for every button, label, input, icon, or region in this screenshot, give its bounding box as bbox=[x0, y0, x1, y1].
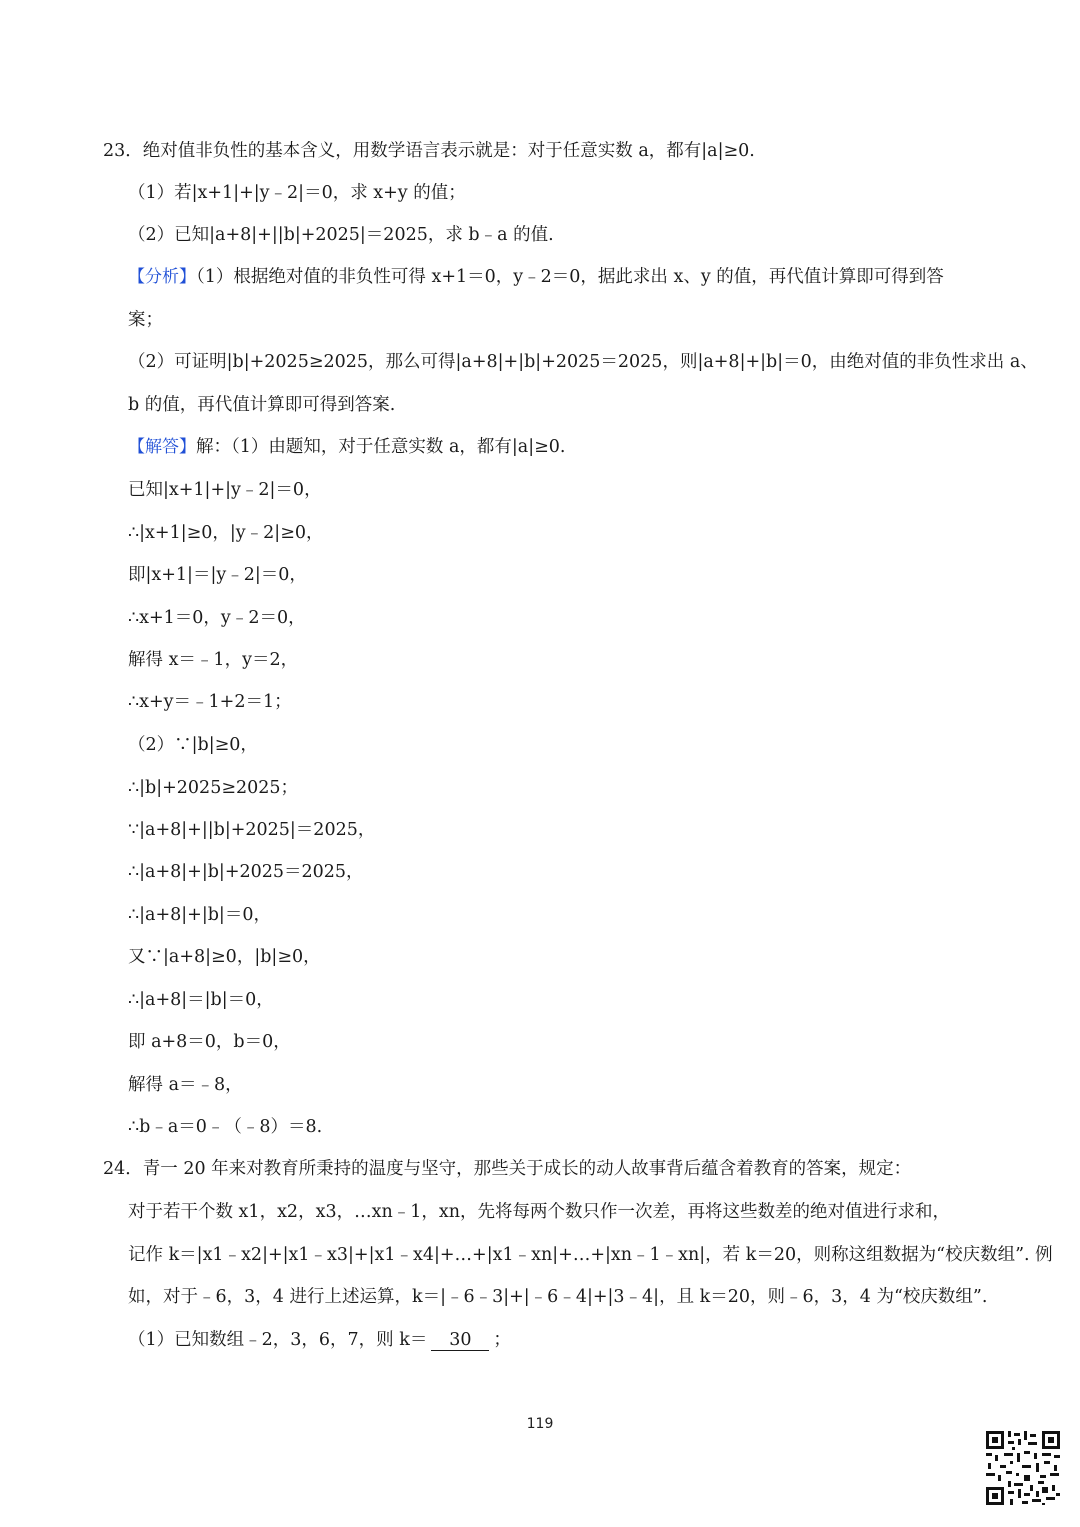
analysis-text-2b: b 的值，再代值计算即可得到答案. bbox=[128, 395, 396, 415]
problem-23-stem: 23．绝对值非负性的基本含义，用数学语言表示就是：对于任意实数 a，都有|a|≥0. bbox=[103, 141, 755, 161]
solution-step: ∴x+y＝﹣1+2＝1； bbox=[128, 692, 292, 712]
analysis-text-1b: 案； bbox=[128, 310, 163, 330]
solution-step: 已知|x+1|+|y﹣2|＝0， bbox=[128, 480, 322, 500]
analysis-paragraph-1 bbox=[128, 265, 944, 289]
answer-tag: 【解答】 bbox=[128, 437, 196, 457]
problem-24-line2: 对于若干个数 x1，x2，x3，…xn﹣1，xn，先将每两个数只作一次差，再将这些数差的绝对值进行求和， bbox=[128, 1202, 950, 1222]
solution-step: 即|x+1|＝|y﹣2|＝0， bbox=[128, 565, 307, 585]
solution-step: ∴|x+1|≥0，|y﹣2|≥0， bbox=[128, 523, 324, 543]
solution-step: （2）∵|b|≥0， bbox=[128, 735, 258, 755]
solution-step: 又∵|a+8|≥0，|b|≥0， bbox=[128, 947, 321, 967]
analysis-text-2: （2）可证明|b|+2025≥2025，那么可得|a+8|+|b|+2025＝2025，则|a+8|+|b|＝0，由绝对值的非负性求出 a、 bbox=[128, 352, 1038, 372]
solution-step: ∴|b|+2025≥2025； bbox=[128, 778, 299, 798]
solution-step: ∵|a+8|+||b|+2025|＝2025， bbox=[128, 820, 376, 840]
problem-24-part1 bbox=[128, 1328, 511, 1352]
solution-step: ∴|a+8|+|b|＝0， bbox=[128, 905, 271, 925]
problem-24-stem: 24．青一 20 年来对教育所秉持的温度与坚守，那些关于成长的动人故事背后蕴含着教育的答案，规定： bbox=[103, 1159, 912, 1179]
solution-step: 解得 x＝﹣1，y＝2， bbox=[128, 650, 299, 670]
problem-24-line4: 如，对于﹣6，3，4 进行上述运算，k＝|﹣6﹣3|+|﹣6﹣4|+|3﹣4|，且 k＝20，则﹣6，3，4 为“校庆数组”. bbox=[128, 1287, 988, 1307]
solution-step: 即 a+8＝0，b＝0， bbox=[128, 1032, 291, 1052]
problem-24-line3: 记作 k＝|x1﹣x2|+|x1﹣x3|+|x1﹣x4|+…+|x1﹣xn|+…+|xn﹣1﹣xn|，若 k＝20，则称这组数据为“校庆数组”. 例 bbox=[128, 1245, 1053, 1265]
qr-code-icon bbox=[984, 1429, 1062, 1507]
answer-paragraph bbox=[128, 435, 565, 459]
analysis-text-1: （1）根据绝对值的非负性可得 x+1＝0，y﹣2＝0，据此求出 x、y 的值，再代值计算即可得到答 bbox=[196, 267, 944, 287]
part1-answer-blank: 30 bbox=[431, 1330, 489, 1351]
solution-step: ∴b﹣a＝0﹣（﹣8）＝8. bbox=[128, 1117, 323, 1137]
analysis-tag: 【分析】 bbox=[128, 267, 196, 287]
part1-prefix: （1）已知数组﹣2，3，6，7，则 k＝ bbox=[128, 1330, 428, 1350]
page-number: 119 bbox=[526, 1416, 554, 1432]
solution-step: 解得 a＝﹣8， bbox=[128, 1075, 243, 1095]
solution-step: ∴|a+8|+|b|+2025＝2025， bbox=[128, 862, 364, 882]
part1-suffix: ； bbox=[493, 1330, 511, 1350]
problem-23-part2: （2）已知|a+8|+||b|+2025|＝2025，求 b﹣a 的值. bbox=[128, 225, 554, 245]
solution-step: ∴x+1＝0，y﹣2＝0， bbox=[128, 608, 306, 628]
answer-intro: 解：（1）由题知，对于任意实数 a，都有|a|≥0. bbox=[196, 437, 566, 457]
problem-23-part1: （1）若|x+1|+|y﹣2|＝0，求 x+y 的值； bbox=[128, 183, 466, 203]
solution-step: ∴|a+8|＝|b|＝0， bbox=[128, 990, 274, 1010]
